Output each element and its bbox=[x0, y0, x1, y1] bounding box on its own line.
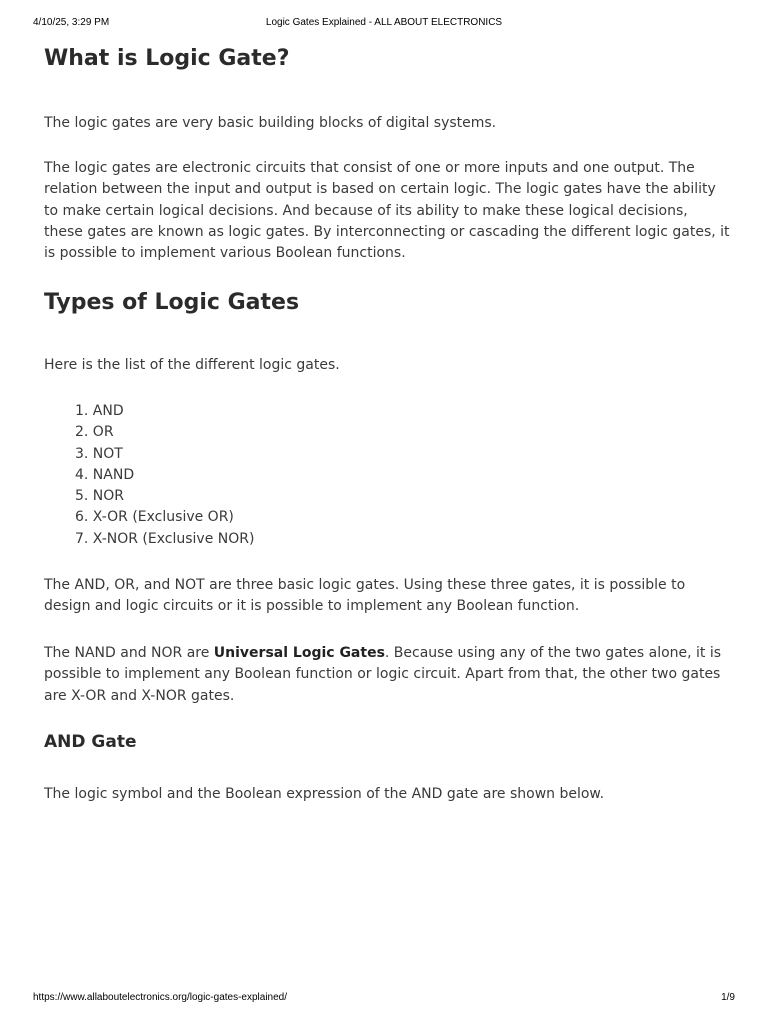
logic-gates-list bbox=[75, 401, 254, 550]
definition-paragraph bbox=[44, 158, 728, 264]
heading-and-gate: AND Gate bbox=[44, 732, 137, 752]
basic-gates-line: The AND, OR, and NOT are three basic logic gates. Using these three gates, it is possible to bbox=[44, 577, 686, 593]
list-intro-paragraph bbox=[44, 355, 728, 376]
list-intro-text: Here is the list of the different logic gates. bbox=[44, 357, 340, 373]
universal-gates-line bbox=[44, 643, 728, 664]
universal-gates-paragraph bbox=[44, 643, 728, 707]
list-item: 3. NOT bbox=[75, 445, 123, 462]
definition-line: is possible to implement various Boolean functions. bbox=[44, 245, 406, 262]
heading-types-of-logic-gates: Types of Logic Gates bbox=[44, 290, 300, 315]
list-item: 4. NAND bbox=[75, 466, 135, 483]
universal-prefix: The NAND and NOR are bbox=[44, 645, 214, 661]
universal-logic-gates-bold: Universal Logic Gates bbox=[213, 645, 385, 661]
print-page-number: 1/9 bbox=[721, 992, 735, 1003]
basic-gates-line: design and logic circuits or it is possible to implement any Boolean function. bbox=[44, 598, 580, 615]
print-footer bbox=[0, 992, 768, 1006]
intro-paragraph bbox=[44, 113, 728, 134]
list-item: 2. OR bbox=[75, 424, 114, 441]
definition-line: The logic gates are electronic circuits that consist of one or more inputs and one output. The bbox=[44, 160, 695, 176]
heading-what-is-logic-gate: What is Logic Gate? bbox=[44, 46, 290, 71]
definition-line: relation between the input and output is based on certain logic. The logic gates have the ability bbox=[44, 181, 716, 198]
print-page-title: Logic Gates Explained - ALL ABOUT ELECTRONICS bbox=[265, 17, 503, 28]
universal-gates-line: possible to implement any Boolean function or logic circuit. Apart from that, the other two gates bbox=[44, 666, 721, 683]
universal-gates-line: are X-OR and X-NOR gates. bbox=[44, 687, 235, 704]
list-item: 1. AND bbox=[75, 403, 124, 419]
list-item: 5. NOR bbox=[75, 488, 125, 505]
and-intro-text: The logic symbol and the Boolean expression of the AND gate are shown below. bbox=[44, 786, 605, 802]
list-item: 6. X-OR (Exclusive OR) bbox=[75, 509, 234, 526]
intro-text: The logic gates are very basic building blocks of digital systems. bbox=[44, 115, 497, 131]
universal-suffix: . Because using any of the two gates alone, it is bbox=[384, 645, 722, 661]
list-item: 7. X-NOR (Exclusive NOR) bbox=[75, 530, 255, 547]
definition-line: these gates are known as logic gates. By interconnecting or cascading the different logic gates, it bbox=[44, 223, 730, 240]
print-datetime: 4/10/25, 3:29 PM bbox=[33, 17, 110, 28]
print-header bbox=[0, 17, 768, 31]
basic-gates-paragraph bbox=[44, 575, 728, 618]
and-intro-paragraph bbox=[44, 784, 728, 805]
print-url: https://www.allaboutelectronics.org/logic-gates-explained/ bbox=[33, 992, 288, 1003]
definition-line: to make certain logical decisions. And because of its ability to make these logical decisions, bbox=[44, 202, 688, 219]
